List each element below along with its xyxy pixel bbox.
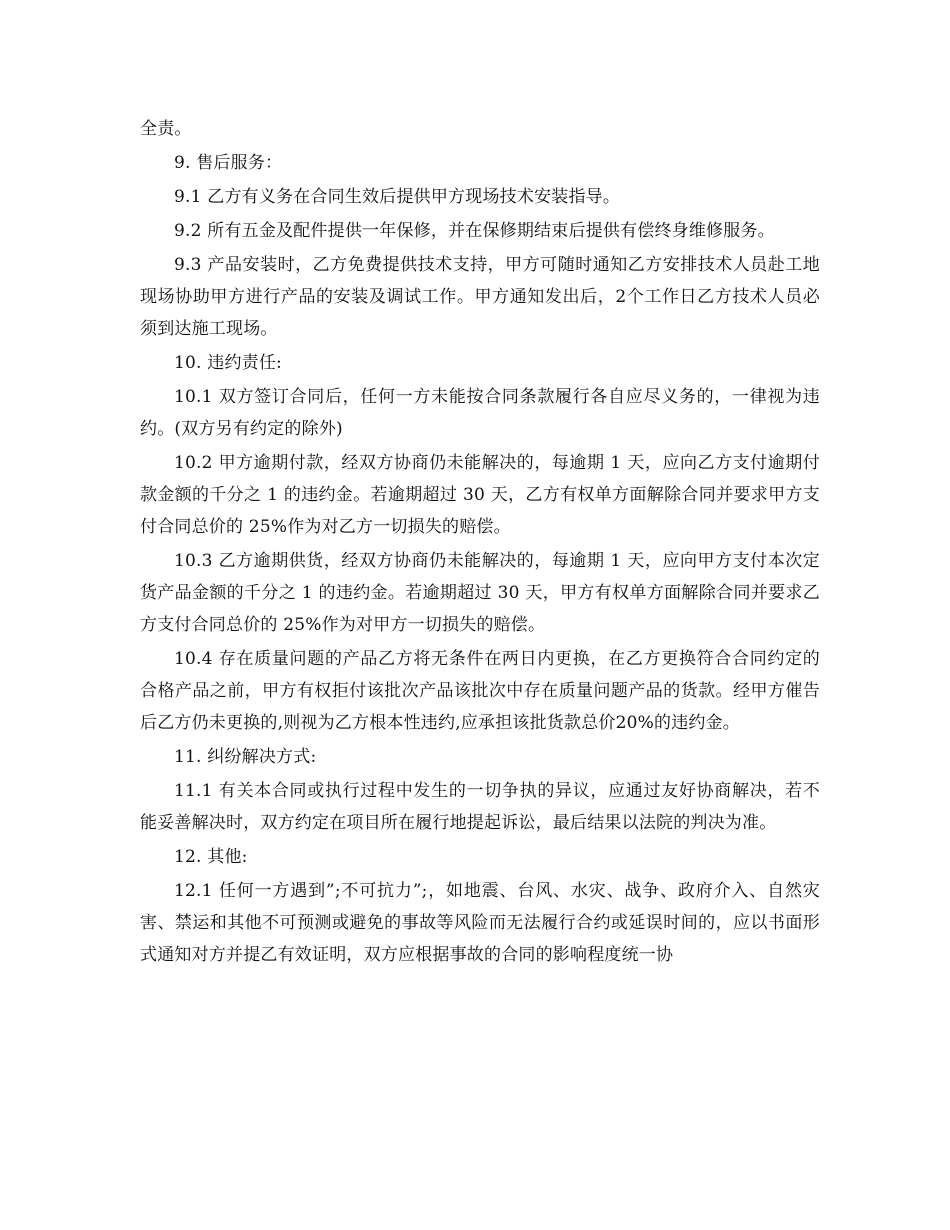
heading-breach-liability: 10. 违约责任:	[174, 353, 282, 373]
clause-9-3: 9.3 产品安装时，乙方免费提供技术支持，甲方可随时通知乙方安排技术人员赴工地现场协助甲方进行产品的安装及调试工作。甲方通知发出后，2个工作日乙方技术人员必须到达施工现场。	[140, 255, 820, 339]
clause-10-1: 10.1 双方签订合同后，任何一方未能按合同条款履行各自应尽义务的，一律视为违约。(双方另有约定的除外)	[140, 387, 820, 439]
heading-dispute-resolution: 11. 纠纷解决方式:	[174, 747, 317, 767]
paragraph-continuation: 全责。	[140, 119, 192, 139]
heading-after-sales-service: 9. 售后服务：	[174, 153, 283, 173]
clause-11-1: 11.1 有关本合同或执行过程中发生的一切争执的异议，应通过友好协商解决，若不能妥善解决时，双方约定在项目所在履行地提起诉讼，最后结果以法院的判决为准。	[140, 781, 820, 833]
clause-9-2: 9.2 所有五金及配件提供一年保修，并在保修期结束后提供有偿终身维修服务。	[174, 221, 775, 241]
clause-10-3: 10.3 乙方逾期供货，经双方协商仍未能解决的，每逾期 1 天，应向甲方支付本次定货产品金额的千分之 1 的违约金。若逾期超过 30 天，甲方有权单方面解除合同并要求乙方支付合同总价的 25%作为对甲方一切损失的赔偿。	[140, 551, 820, 635]
clause-9-1: 9.1 乙方有义务在合同生效后提供甲方现场技术安装指导。	[174, 187, 621, 207]
clause-10-2: 10.2 甲方逾期付款，经双方协商仍未能解决的，每逾期 1 天，应向乙方支付逾期付款金额的千分之 1 的违约金。若逾期超过 30 天，乙方有权单方面解除合同并要求甲方支付合同总价的 25%作为对乙方一切损失的赔偿。	[140, 453, 820, 537]
heading-other: 12. 其他:	[174, 847, 248, 867]
clause-12-1: 12.1 任何一方遇到”;不可抗力”;，如地震、台风、水灾、战争、政府介入、自然灾害、禁运和其他不可预测或避免的事故等风险而无法履行合约或延误时间的，应以书面形式通知对方并提乙有效证明，双方应根据事故的合同的影响程度统一协	[140, 881, 820, 965]
clause-10-4: 10.4 存在质量问题的产品乙方将无条件在两日内更换，在乙方更换符合合同约定的合格产品之前，甲方有权拒付该批次产品该批次中存在质量问题产品的货款。经甲方催告后乙方仍未更换的,则视为乙方根本性违约,应承担该批货款总价20%的违约金。	[140, 649, 820, 733]
document-body	[140, 113, 820, 973]
